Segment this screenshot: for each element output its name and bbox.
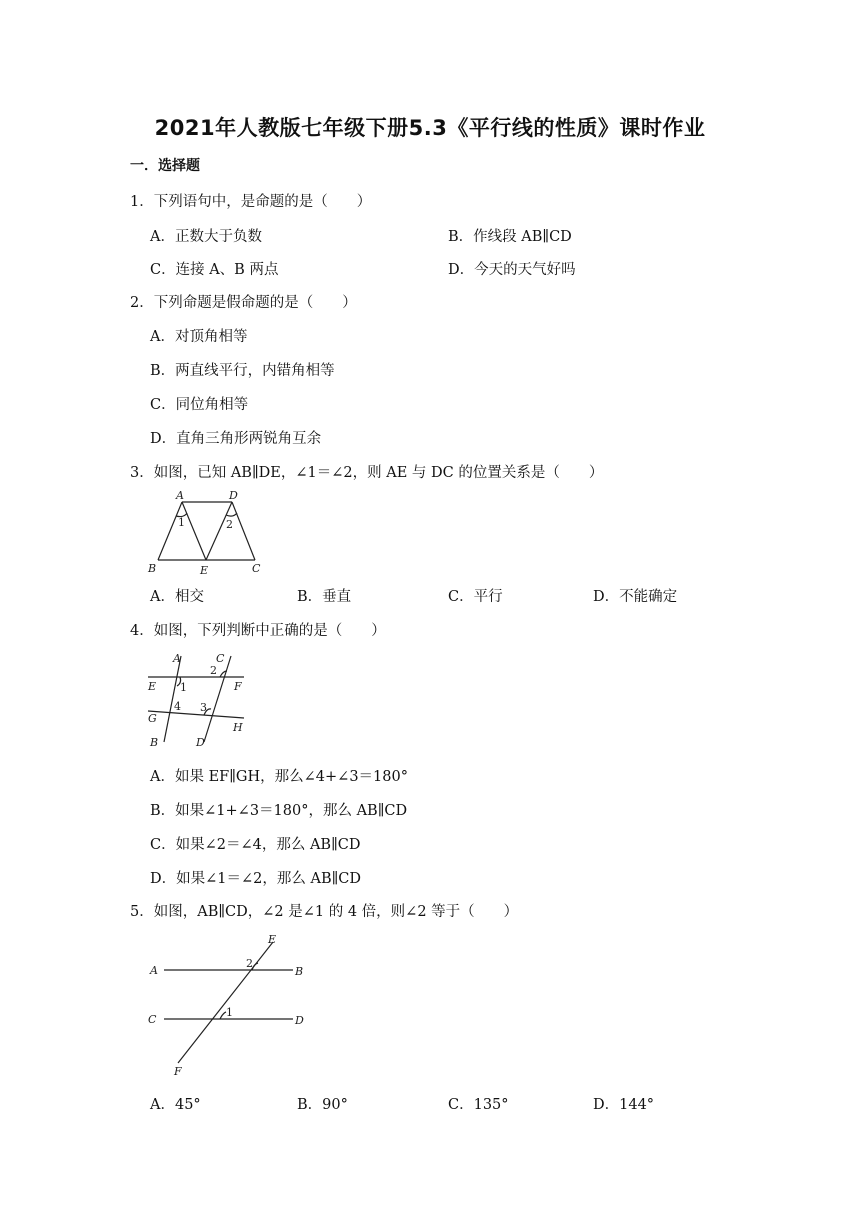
- section-heading: 一．选择题: [130, 158, 200, 174]
- segment-dc: [232, 502, 255, 560]
- label-c: C: [148, 1013, 157, 1026]
- q1-option-d[interactable]: D．今天的天气好吗: [448, 262, 576, 278]
- q4-option-a[interactable]: A．如果 EF∥GH，那么∠4+∠3＝180°: [150, 769, 408, 785]
- label-c: C: [252, 562, 261, 575]
- q1-option-c[interactable]: C．连接 A、B 两点: [150, 262, 279, 278]
- question-4-stem: 4．如图，下列判断中正确的是（ ）: [130, 623, 386, 639]
- label-e: E: [200, 564, 209, 577]
- label-d: D: [229, 489, 238, 502]
- q4-figure: [140, 648, 255, 748]
- segment-ab: [158, 502, 182, 560]
- q5-option-a[interactable]: A．45°: [150, 1097, 201, 1113]
- q1-option-a[interactable]: A．正数大于负数: [150, 229, 262, 245]
- q3-option-a[interactable]: A．相交: [150, 589, 204, 605]
- q4-option-c[interactable]: C．如果∠2＝∠4，那么 AB∥CD: [150, 837, 361, 853]
- q4-option-d[interactable]: D．如果∠1＝∠2，那么 AB∥CD: [150, 871, 362, 887]
- line-cd: [204, 656, 231, 742]
- label-4: 4: [174, 700, 181, 713]
- label-b: B: [150, 736, 159, 749]
- label-1: 1: [180, 681, 187, 694]
- label-a: A: [173, 652, 181, 665]
- label-c: C: [216, 652, 225, 665]
- q2-option-d[interactable]: D．直角三角形两锐角互余: [150, 431, 322, 447]
- question-1-stem: 1．下列语句中，是命题的是（ ）: [130, 194, 372, 210]
- label-a: A: [176, 489, 184, 502]
- q5-option-b[interactable]: B．90°: [297, 1097, 348, 1113]
- label-a: A: [150, 964, 158, 977]
- label-d: D: [196, 736, 205, 749]
- q3-figure: [140, 488, 270, 578]
- q2-option-c[interactable]: C．同位角相等: [150, 397, 249, 413]
- label-e: E: [268, 933, 277, 946]
- page-title: 2021年人教版七年级下册5.3《平行线的性质》课时作业: [154, 116, 706, 140]
- label-2: 2: [210, 664, 217, 677]
- q3-option-b[interactable]: B．垂直: [297, 589, 352, 605]
- q3-option-d[interactable]: D．不能确定: [593, 589, 678, 605]
- label-f: F: [174, 1065, 182, 1078]
- q5-option-c[interactable]: C．135°: [448, 1097, 509, 1113]
- line-gh: [148, 711, 244, 718]
- label-d: D: [295, 1014, 304, 1027]
- q2-option-a[interactable]: A．对顶角相等: [150, 329, 248, 345]
- question-3-stem: 3．如图，已知 AB∥DE，∠1＝∠2，则 AE 与 DC 的位置关系是（ ）: [130, 465, 604, 481]
- label-e: E: [148, 680, 157, 693]
- label-b: B: [148, 562, 157, 575]
- q5-figure: [140, 930, 320, 1080]
- q3-option-c[interactable]: C．平行: [448, 589, 503, 605]
- q2-option-b[interactable]: B．两直线平行，内错角相等: [150, 363, 335, 379]
- label-2: 2: [226, 518, 233, 531]
- line-ab: [164, 656, 181, 742]
- label-1: 1: [178, 516, 185, 529]
- label-h: H: [233, 721, 243, 734]
- label-1: 1: [226, 1006, 233, 1019]
- q4-option-b[interactable]: B．如果∠1+∠3＝180°，那么 AB∥CD: [150, 803, 408, 819]
- angle-2-arc: [226, 513, 237, 516]
- q5-option-d[interactable]: D．144°: [593, 1097, 655, 1113]
- label-2: 2: [246, 957, 253, 970]
- label-g: G: [148, 712, 157, 725]
- question-5-stem: 5．如图，AB∥CD，∠2 是∠1 的 4 倍，则∠2 等于（ ）: [130, 904, 519, 920]
- question-2-stem: 2．下列命题是假命题的是（ ）: [130, 295, 357, 311]
- label-3: 3: [200, 701, 207, 714]
- segment-ae: [182, 502, 206, 560]
- segment-de: [206, 502, 232, 560]
- label-f: F: [234, 680, 242, 693]
- q1-option-b[interactable]: B．作线段 AB∥CD: [448, 229, 572, 245]
- label-b: B: [295, 965, 304, 978]
- line-ef: [178, 942, 273, 1063]
